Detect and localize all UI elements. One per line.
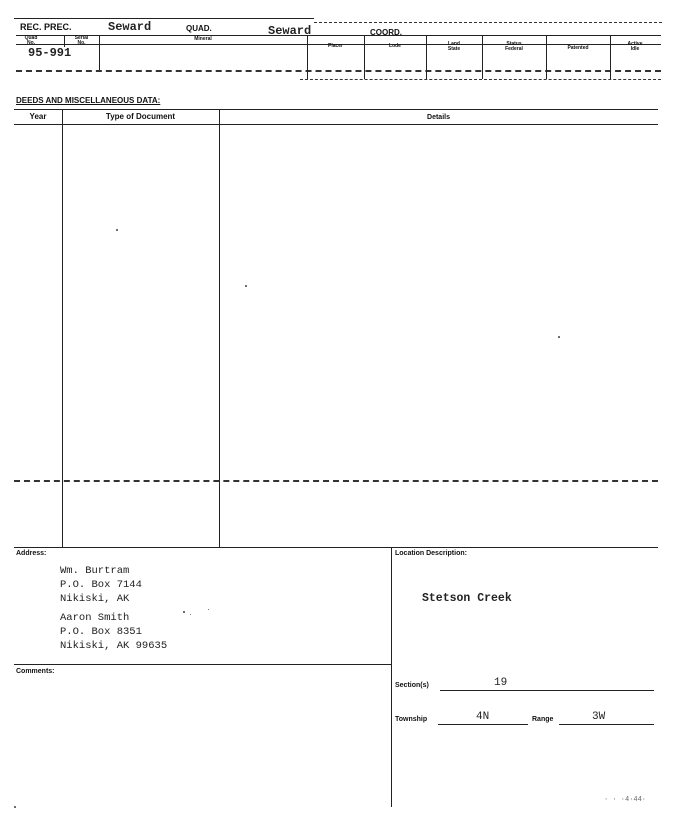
status-federal-label: [482, 42, 546, 52]
quad-no-label-line1: Quad: [24, 35, 38, 41]
hdr-divider-3: [307, 35, 308, 79]
quad-serial-value: 95-991: [28, 46, 72, 60]
address-line-1: Wm. Burtram: [60, 565, 130, 577]
hdr-divider-4: [364, 35, 365, 79]
address-line-5: P.O. Box 8351: [60, 626, 142, 638]
location-label: Location Description:: [395, 550, 467, 557]
status-federal-label-line1: Status: [506, 41, 522, 47]
placer-label: Placer: [327, 43, 343, 49]
deeds-section-title: DEEDS AND MISCELLANEOUS DATA:: [16, 96, 161, 105]
col-type-header: Type of Document: [105, 112, 176, 121]
scan-speck: [208, 609, 209, 610]
township-line: [438, 724, 528, 725]
address-top-rule: [14, 547, 658, 548]
status-federal-label-line2: Federal: [505, 46, 523, 52]
scan-speck: [183, 611, 185, 613]
header-grid-bottom-2: [300, 79, 661, 80]
deeds-dashed-rule: [14, 480, 658, 482]
address-label: Address:: [16, 550, 47, 557]
header-grid-top: [16, 35, 661, 36]
location-value: Stetson Creek: [422, 592, 512, 605]
address-line-4: Aaron Smith: [60, 612, 130, 624]
address-location-divider: [391, 547, 392, 807]
range-value: 3W: [592, 711, 606, 723]
hdr-divider-7: [546, 35, 547, 79]
top-rule: [14, 18, 314, 19]
quad-value: Seward: [268, 24, 312, 38]
sections-value: 19: [494, 677, 508, 689]
active-idle-label: [610, 42, 660, 52]
active-idle-label-line2: Idle: [630, 46, 640, 52]
sections-label: Section(s): [395, 682, 429, 689]
header-grid-bottom: [16, 70, 661, 72]
serial-no-label-line1: Serial: [74, 35, 89, 41]
rec-prec-label: REC. PREC.: [20, 22, 72, 32]
scan-speck: [14, 806, 16, 808]
scan-speck: [558, 336, 560, 338]
land-state-label-line1: Land: [448, 41, 460, 47]
scan-speck: [245, 285, 247, 287]
address-line-2: P.O. Box 7144: [60, 579, 142, 591]
deeds-table-top: [14, 109, 658, 110]
range-line: [559, 724, 654, 725]
quad-no-label: [16, 36, 46, 46]
col-year-header: Year: [29, 112, 47, 121]
lode-label: Lode: [389, 43, 401, 49]
range-label: Range: [532, 716, 554, 723]
patented-label: Patented: [567, 45, 589, 51]
serial-no-label: [64, 36, 99, 46]
serial-no-label-line2: No.: [77, 40, 86, 46]
active-idle-label-line1: Active: [627, 41, 643, 47]
deeds-table-header-rule: [14, 124, 658, 125]
sections-line: [440, 690, 654, 691]
township-label: Township: [395, 716, 428, 723]
land-state-label: [426, 42, 482, 52]
scan-speck: [190, 614, 191, 615]
comments-label: Comments:: [16, 668, 55, 675]
township-value: 4N: [476, 711, 490, 723]
quad-label: QUAD.: [186, 24, 212, 33]
coord-label: COORD.: [370, 28, 402, 37]
mineral-label: Mineral: [194, 36, 212, 42]
top-rule-dashed: [314, 22, 662, 23]
address-line-3: Nikiski, AK: [60, 593, 130, 605]
col-details-header: Details: [427, 114, 450, 121]
rec-prec-value: Seward: [108, 20, 152, 34]
scan-speck: [116, 229, 118, 231]
quad-no-label-line2: No.: [26, 40, 36, 46]
comments-top-rule: [14, 664, 391, 665]
land-state-label-line2: State: [447, 46, 461, 52]
footer-mark: · · ·4·44·: [604, 796, 647, 804]
address-line-6: Nikiski, AK 99635: [60, 640, 168, 652]
